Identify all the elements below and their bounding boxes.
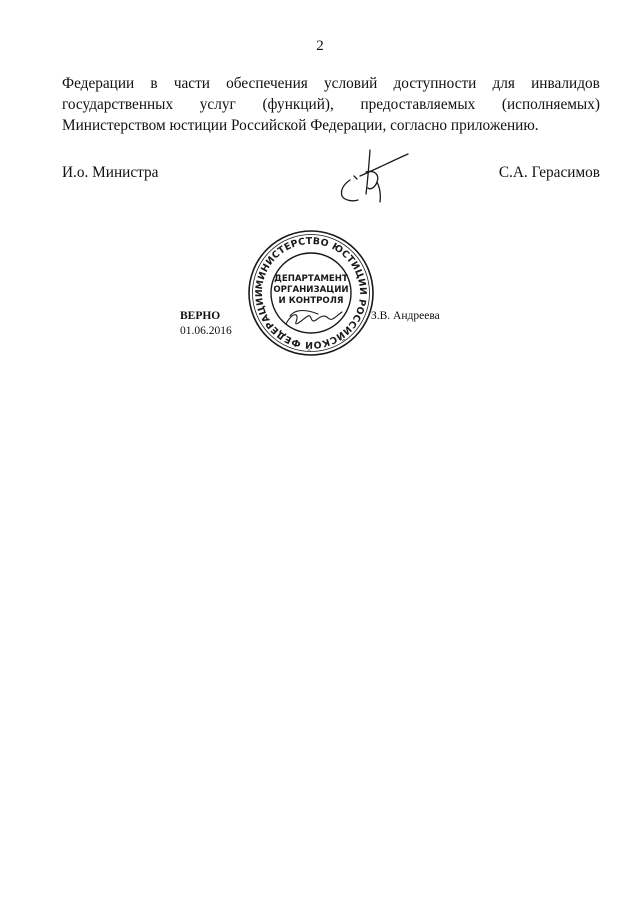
official-stamp (246, 228, 376, 358)
certification-label: ВЕРНО (180, 310, 221, 322)
body-line-2 (62, 94, 600, 115)
stamp-ring-path-text: МИНИСТЕРСТВО ЮСТИЦИИ РОССИЙСКОЙ ФЕДЕРАЦИИ (253, 235, 369, 351)
body-line-1 (62, 73, 600, 94)
handwritten-signature (330, 146, 420, 212)
body-text (62, 73, 600, 136)
stamp-center-line-2: ОРГАНИЗАЦИИ (273, 285, 349, 295)
stamp-center-line-1: ДЕПАРТАМЕНТ (274, 274, 348, 284)
page-number: 2 (316, 38, 324, 54)
signatory-name: С.А. Герасимов (498, 164, 600, 181)
word: доступности (393, 75, 477, 92)
word: условий (324, 75, 378, 92)
word: услуг (199, 96, 236, 113)
word: государственных (62, 96, 174, 113)
stamp-center-line-3: И КОНТРОЛЯ (278, 296, 344, 306)
verifier-signature-scribble (286, 311, 342, 325)
word: инвалидов (531, 75, 600, 92)
body-line-3: Министерством юстиции Российской Федерации, согласно приложению. (62, 117, 539, 134)
word: Федерации (62, 75, 135, 92)
word: части (173, 75, 210, 92)
word: для (492, 75, 515, 92)
signatory-title: И.о. Министра (62, 164, 159, 181)
word: (функций), (262, 96, 334, 113)
word: предоставляемых (360, 96, 476, 113)
word: (исполняемых) (501, 96, 600, 113)
word: обеспечения (226, 75, 308, 92)
verifier-name: З.В. Андреева (371, 310, 440, 322)
certification-date: 01.06.2016 (180, 325, 232, 337)
certification-block (180, 309, 232, 339)
word: в (150, 75, 158, 92)
